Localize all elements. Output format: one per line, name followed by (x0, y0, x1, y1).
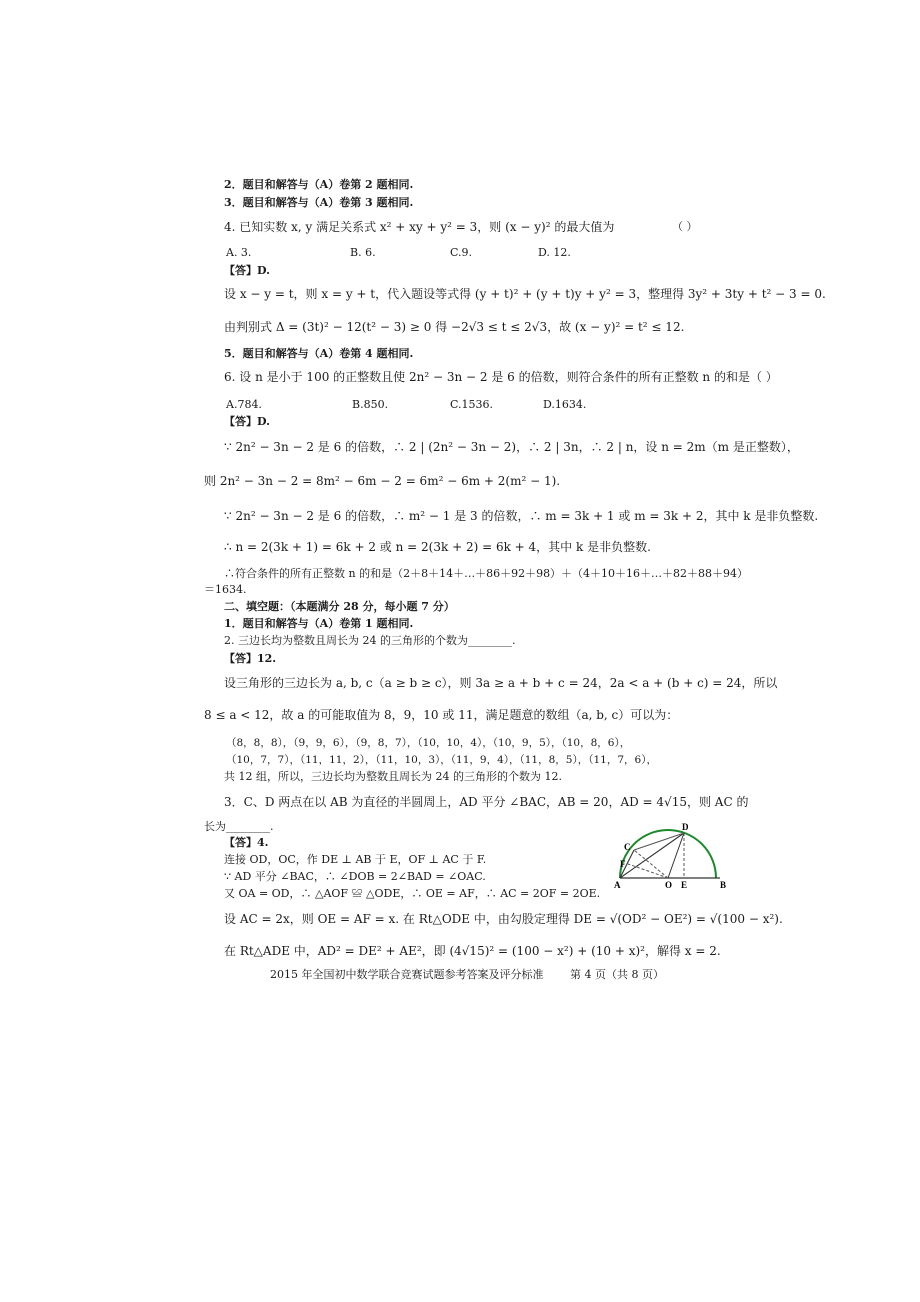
solution-line: 连接 OD，OC，作 DE ⊥ AB 于 E，OF ⊥ AC 于 F. (224, 853, 487, 866)
solution-line: 设三角形的三边长为 a, b, c（a ≥ b ≥ c），则 3a ≥ a + b + c = 24，2a < a + (b + c) = 24，所以 (224, 676, 778, 690)
question-4-text: 4. 已知实数 x, y 满足关系式 x² + xy + y² = 3，则 (x − y)² 的最大值为 (224, 220, 615, 234)
answer-label: 【答】4. (224, 836, 269, 849)
segment-od (668, 833, 684, 878)
line-q3-same: 3．题目和解答与（A）卷第 3 题相同. (224, 196, 414, 209)
option-a: A.784. (226, 398, 262, 411)
question-6-text: 6. 设 n 是小于 100 的正整数且使 2n² − 3n − 2 是 6 的倍数，则符合条件的所有正整数 n 的和是（ ） (224, 370, 778, 384)
segment-of (628, 864, 668, 878)
page-footer-number: 第 4 页（共 8 页） (570, 968, 664, 981)
fill-question-3: 3．C、D 两点在以 AB 为直径的半圆周上，AD 平分 ∠BAC，AB = 20，AD = 4√15，则 AC 的 (224, 795, 749, 809)
line-fill1-same: 1．题目和解答与（A）卷第 1 题相同. (224, 617, 414, 630)
solution-line: ∵ AD 平分 ∠BAC，∴ ∠DOB = 2∠BAD = ∠OAC. (224, 870, 486, 883)
solution-line: 在 Rt△ADE 中，AD² = DE² + AE²，即 (4√15)² = (100 − x²) + (10 + x)²，解得 x = 2. (224, 944, 721, 958)
segment-cd (634, 833, 684, 850)
answer-label: 【答】D. (224, 264, 270, 277)
answer-label: 【答】12. (224, 652, 277, 665)
option-d: D. 12. (538, 246, 571, 259)
label-d: D (682, 822, 689, 832)
option-c: C.9. (450, 246, 473, 259)
option-b: B.850. (352, 398, 389, 411)
section-heading-fill-in: 二、填空题：（本题满分 28 分，每小题 7 分） (224, 600, 455, 613)
label-o: O (665, 880, 673, 890)
solution-line: ＝1634. (204, 583, 247, 596)
answer-label: 【答】D. (224, 415, 270, 428)
triple-list: （8，8，8），（9，9，6），（9，8，7），（10，10，4），（10，9，5），（10，8，6）， (226, 737, 631, 749)
solution-line: 由判别式 Δ = (3t)² − 12(t² − 3) ≥ 0 得 −2√3 ≤ t ≤ 2√3，故 (x − y)² = t² ≤ 12. (224, 320, 685, 334)
label-f: F (620, 859, 626, 869)
solution-line: 设 AC = 2x，则 OE = AF = x. 在 Rt△ODE 中，由勾股定理得 DE = √(OD² − OE²) = √(100 − x²). (224, 912, 783, 926)
solution-line: 又 OA = OD，∴ △AOF ≌ △ODE，∴ OE = AF，∴ AC = 2OF = 2OE. (224, 887, 601, 900)
segment-ad (620, 833, 684, 878)
solution-line: ∴ n = 2(3k + 1) = 6k + 2 或 n = 2(3k + 2) = 6k + 4，其中 k 是非负整数. (224, 540, 651, 554)
line-q2-same: 2．题目和解答与（A）卷第 2 题相同. (224, 178, 414, 191)
fill-question-3-blank: 长为________. (204, 820, 274, 833)
solution-line: ∵ 2n² − 3n − 2 是 6 的倍数，∴ 2 | (2n² − 3n − 2)，∴ 2 | 3n，∴ 2 | n，设 n = 2m（m 是正整数）， (224, 440, 799, 454)
label-c: C (624, 842, 631, 852)
option-a: A. 3. (226, 246, 252, 259)
page-footer-title: 2015 年全国初中数学联合竞赛试题参考答案及评分标准 (270, 968, 544, 981)
semicircle-arc (620, 830, 716, 878)
solution-line: ∴符合条件的所有正整数 n 的和是（2＋8＋14＋…＋86＋92＋98）＋（4＋10＋16＋…＋82＋88＋94） (224, 567, 749, 580)
option-d: D.1634. (543, 398, 587, 411)
solution-line: 8 ≤ a < 12，故 a 的可能取值为 8，9，10 或 11，满足题意的数组（a, b, c）可以为： (204, 708, 679, 722)
geometry-figure (608, 820, 738, 890)
solution-line: 设 x − y = t，则 x = y + t，代入题设等式得 (y + t)² + (y + t)y + y² = 3，整理得 3y² + 3ty + t² − 3 = 0. (224, 287, 826, 301)
line-q5-same: 5．题目和解答与（A）卷第 4 题相同. (224, 347, 414, 360)
triple-list: （10，7，7），（11，11，2），（11，10，3），（11，9，4），（11，8，5），（11，7，6）， (226, 754, 657, 766)
option-c: C.1536. (450, 398, 494, 411)
label-b: B (720, 880, 727, 890)
solution-line: 共 12 组，所以，三边长均为整数且周长为 24 的三角形的个数为 12. (224, 770, 562, 783)
answer-bracket: （ ） (672, 220, 698, 233)
label-a: A (614, 880, 621, 890)
option-b: B. 6. (350, 246, 376, 259)
fill-question-2: 2. 三边长均为整数且周长为 24 的三角形的个数为________. (224, 634, 516, 647)
solution-line: 则 2n² − 3n − 2 = 8m² − 6m − 2 = 6m² − 6m + 2(m² − 1). (204, 474, 561, 488)
solution-line: ∵ 2n² − 3n − 2 是 6 的倍数，∴ m² − 1 是 3 的倍数，∴ m = 3k + 1 或 m = 3k + 2，其中 k 是非负整数. (224, 509, 819, 523)
label-e: E (681, 880, 688, 890)
